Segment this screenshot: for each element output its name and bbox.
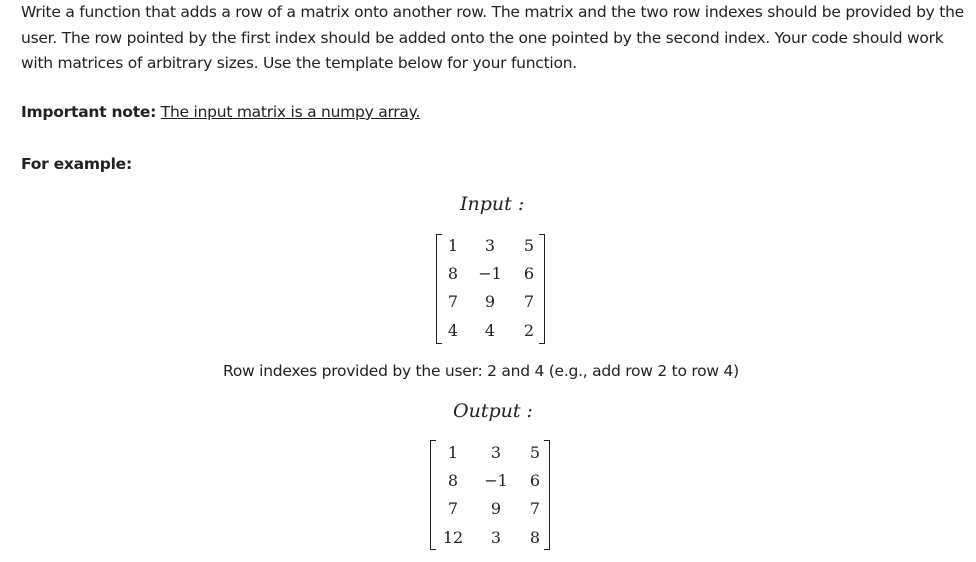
row-indexes-text: Row indexes provided by the user: 2 and 4 (e.g., add row 2 to row 4) [223,362,739,380]
matrix-cell: 2 [523,321,535,340]
matrix-cell: 4 [484,321,496,340]
important-note-text: The input matrix is a numpy array. [160,103,421,121]
matrix-cell: 6 [523,264,535,283]
matrix-cell: 8 [447,264,459,283]
matrix-cell: 8 [529,528,541,547]
matrix-cell: −1 [484,471,508,490]
input-label: Input : [460,193,525,215]
important-note-label: Important note: [21,103,157,121]
matrix-cell: 8 [447,471,459,490]
matrix-cell: 4 [447,321,459,340]
matrix-cell: 9 [484,292,496,311]
matrix-cell: 6 [529,471,541,490]
example-label: For example: [21,155,132,173]
matrix-cell: −1 [478,264,502,283]
problem-description: Write a function that adds a row of a matrix onto another row. The matrix and the two row indexes should be provided by the user. The row pointed by the first index should be added onto the one pointed by the second index. Your code should work with matrices of arbitrary sizes. Use the template below for your function. [21,3,964,72]
matrix-cell: 5 [523,236,535,255]
output-matrix [430,440,550,550]
matrix-cell: 12 [442,528,464,547]
matrix-cell: 3 [490,443,502,462]
output-label: Output : [453,400,533,422]
matrix-cell: 7 [523,292,535,311]
important-note [21,101,420,123]
matrix-cell: 7 [447,499,459,518]
matrix-cell: 3 [484,236,496,255]
matrix-cell: 7 [447,292,459,311]
matrix-cell: 9 [490,499,502,518]
matrix-cell: 7 [529,499,541,518]
matrix-cell: 1 [447,443,459,462]
matrix-cell: 3 [490,528,502,547]
input-matrix [436,234,545,344]
matrix-cell: 1 [447,236,459,255]
matrix-cell: 5 [529,443,541,462]
